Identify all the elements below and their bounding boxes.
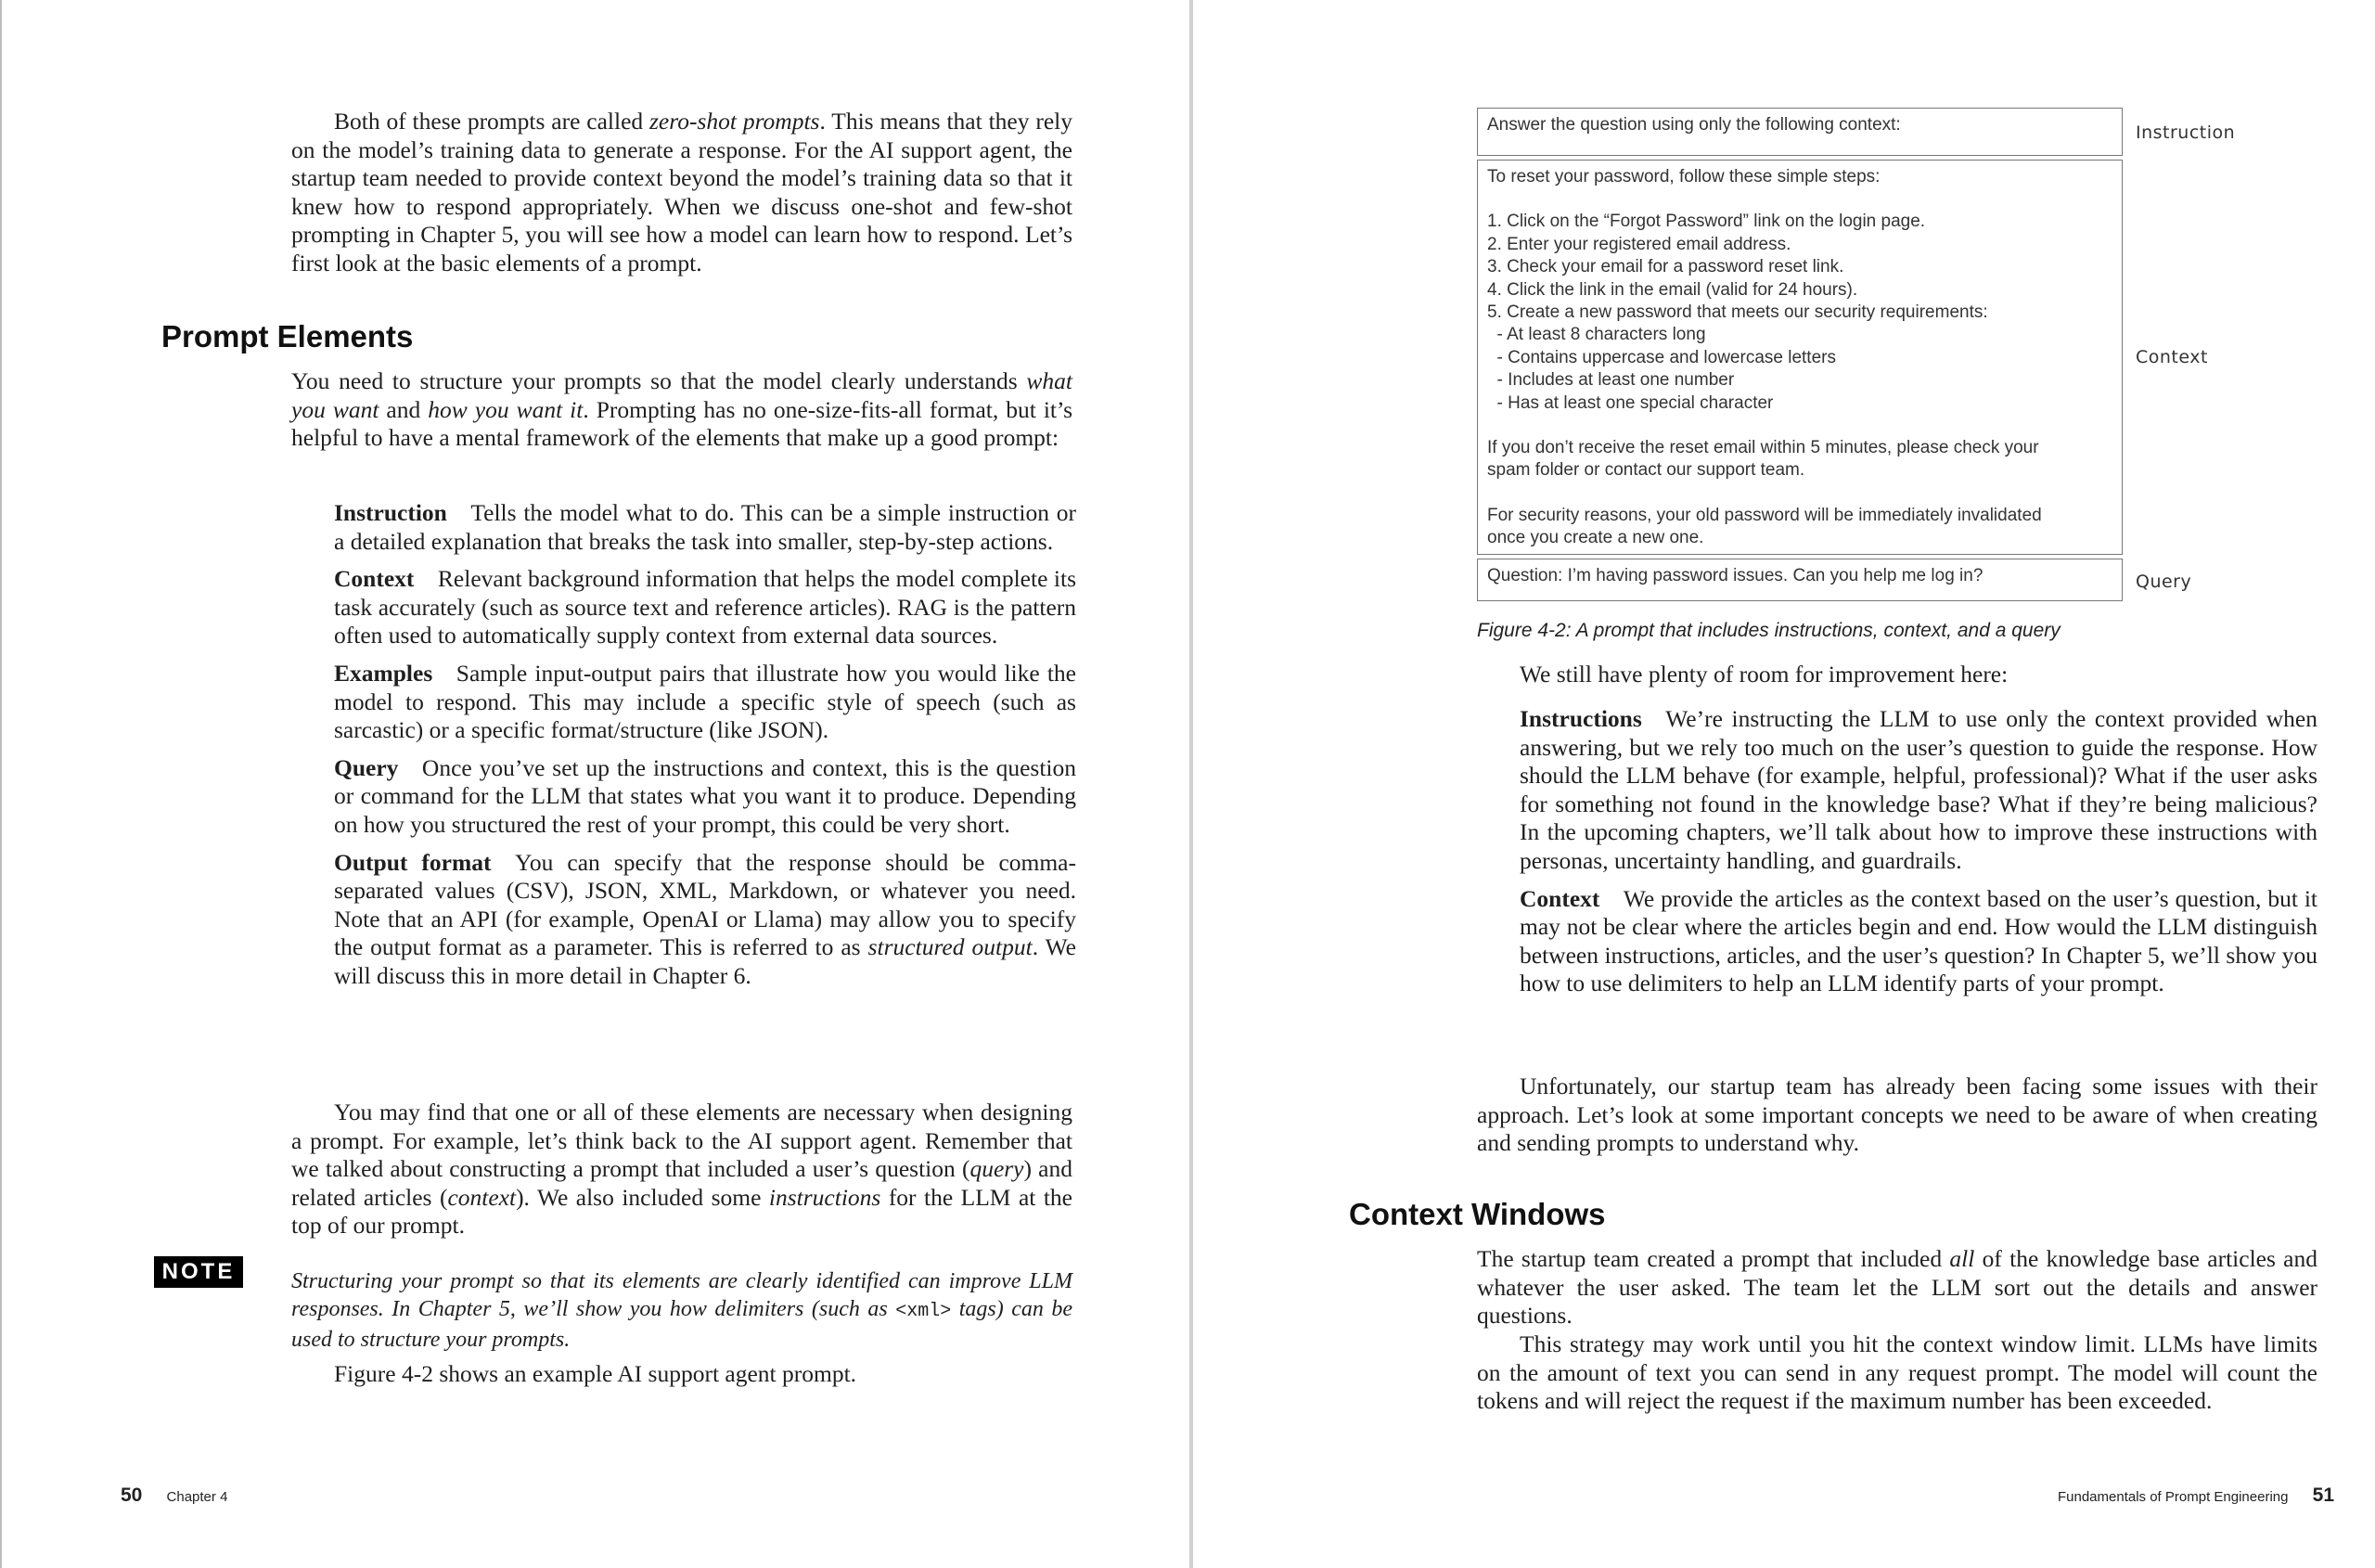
issues-paragraph: Unfortunately, our startup team has already been facing some issues with their approach. Let’s look at some important concepts we need to be aware of when creating and sending prompts to understand why. xyxy=(1477,1073,2317,1157)
context-line: - At least 8 characters long xyxy=(1487,325,1706,345)
context-line: 5. Create a new password that meets our security requirements: xyxy=(1487,302,1988,323)
context-line: 3. Check your email for a password reset link. xyxy=(1487,257,1844,277)
improvement-intro: We still have plenty of room for improvement here: xyxy=(1520,661,2009,688)
elements-paragraph: You may find that one or all of these elements are necessary when designing a prompt. For example, let’s think back to the AI support agent. Remember that we talked about constructing a prompt that included a user’s question (query) and related articles (context). We also included some instructions for the LLM at the top of our prompt. xyxy=(291,1099,1072,1240)
context-line: If you don’t receive the reset email within 5 minutes, please check your xyxy=(1487,438,2039,458)
definition-item: Context Relevant background information that helps the model complete its task accurately (such as source text and reference articles). RAG is the pattern often used to automatically supply context from external data sources. xyxy=(334,565,1076,649)
instruction-box: Answer the question using only the following context: xyxy=(1477,108,2123,156)
context-line xyxy=(1487,188,2112,211)
page-number: 51 xyxy=(2312,1484,2334,1506)
cw-paragraph-2: This strategy may work until you hit the context window limit. LLMs have limits on the amount of text you can send in any request prompt. The model will count the tokens and will reject the request if the maximum number has been exceeded. xyxy=(1477,1330,2317,1415)
definition-term: Output format xyxy=(334,848,492,876)
structure-paragraph: You need to structure your prompts so that the model clearly understands what you want and how you want it. Prompting has no one-size-fits-all format, but it’s helpful to have a mental framework of the elements that make up a good prompt: xyxy=(291,367,1072,452)
element-definitions xyxy=(334,499,1076,1000)
page-number: 50 xyxy=(121,1484,143,1506)
context-line: - Includes at least one number xyxy=(1487,370,1735,391)
context-line: - Contains uppercase and lowercase letters xyxy=(1487,347,1836,367)
intro-paragraph: Both of these prompts are called zero-shot prompts. This means that they rely on the model’s training data to generate a response. For the AI support agent, the startup team needed to provide context beyond the model’s training data so that it knew how to respond appropriately. When we discuss one-shot and few-shot prompting in Chapter 5, you will see how a model can learn how to respond. Let’s first look at the basic elements of a prompt. xyxy=(291,108,1072,276)
definition-item: Instruction Tells the model what to do. This can be a simple instruction or a detailed explanation that breaks the task into smaller, step-by-step actions. xyxy=(334,499,1076,555)
query-box: Question: I’m having password issues. Can you help me log in? xyxy=(1477,559,2123,601)
context-label: Context xyxy=(2136,347,2208,367)
definition-term: Examples xyxy=(334,659,433,687)
figure-reference: Figure 4-2 shows an example AI support agent prompt. xyxy=(334,1360,857,1387)
instruction-label: Instruction xyxy=(2136,122,2236,143)
definition-item: Instructions We’re instructing the LLM to use only the context provided when answering, but we rely too much on the user’s question to guide the response. How should the LLM behave (for example, helpful, professional)? What if the user asks for something not found in the knowledge base? What if they’re being malicious? In the upcoming chapters, we’ll talk about how to improve these instructions with personas, uncertainty handling, and guardrails. xyxy=(1520,705,2317,874)
definition-term: Instruction xyxy=(334,499,447,526)
context-line: To reset your password, follow these simple steps: xyxy=(1487,167,1881,186)
context-line: 1. Click on the “Forgot Password” link on the login page. xyxy=(1487,212,1926,232)
left-footer xyxy=(121,1484,227,1507)
right-page xyxy=(1193,0,2375,1568)
context-line: spam folder or contact our support team. xyxy=(1487,460,1805,481)
definition-term: Context xyxy=(1520,884,1600,912)
xml-code: <xml> xyxy=(895,1301,952,1322)
definition-item: Output format You can specify that the response should be comma-separated values (CSV), JSON, XML, Markdown, or whatever you need. Note that an API (for example, OpenAI or Llama) may allow you to specify the output format as a parameter. This is referred to as structured output. We will discuss this in more detail in Chapter 6. xyxy=(334,848,1076,989)
chapter-label: Chapter 4 xyxy=(166,1489,228,1505)
context-line: - Has at least one special character xyxy=(1487,392,1774,413)
figure-caption: Figure 4-2: A prompt that includes instructions, context, and a query xyxy=(1477,620,2060,641)
context-line xyxy=(1487,482,2112,505)
definition-term: Context xyxy=(334,565,415,593)
context-line: For security reasons, your old password will be immediately invalidated xyxy=(1487,505,2042,525)
definition-item: Examples Sample input-output pairs that illustrate how you would like the model to respond. This may include a specific style of speech (such as sarcastic) or a specific format/structure (like JSON). xyxy=(334,659,1076,744)
definition-item: Context We provide the articles as the context based on the user’s question, but it may not be clear where the articles begin and end. How would the LLM distinguish between instructions, articles, and the user’s question? In Chapter 5, we’ll show you how to use delimiters to help an LLM identify parts of your prompt. xyxy=(1520,884,2317,997)
query-label: Query xyxy=(2136,572,2192,592)
running-title: Fundamentals of Prompt Engineering xyxy=(2057,1489,2289,1505)
note-text: Structuring your prompt so that its elements are clearly identified can improve LLM responses. In Chapter 5, we’ll show you how delimiters (such as <xml> tags) can be used to structure your prompts. xyxy=(291,1269,1072,1352)
context-windows-heading: Context Windows xyxy=(1349,1197,1606,1231)
context-box xyxy=(1477,160,2123,555)
right-footer xyxy=(2058,1484,2334,1507)
note-badge: NOTE xyxy=(154,1256,243,1288)
context-line: 4. Click the link in the email (valid for 24 hours). xyxy=(1487,279,1858,300)
section-heading: Prompt Elements xyxy=(161,319,414,353)
context-line: once you create a new one. xyxy=(1487,528,1704,548)
context-line: 2. Enter your registered email address. xyxy=(1487,234,1791,254)
definition-item: Query Once you’ve set up the instructions and context, this is the question or command for the LLM that states what you want it to produce. Depending on how you structured the rest of your prompt, this could be very short. xyxy=(334,753,1076,838)
definition-term: Instructions xyxy=(1520,705,1642,732)
improvement-definitions xyxy=(1520,705,2317,1008)
definition-term: Query xyxy=(334,753,399,781)
cw-paragraph-1: The startup team created a prompt that included all of the knowledge base articles and whatever the user asked. The team let the LLM sort out the details and answer questions. xyxy=(1477,1245,2317,1330)
context-line xyxy=(1487,415,2112,437)
